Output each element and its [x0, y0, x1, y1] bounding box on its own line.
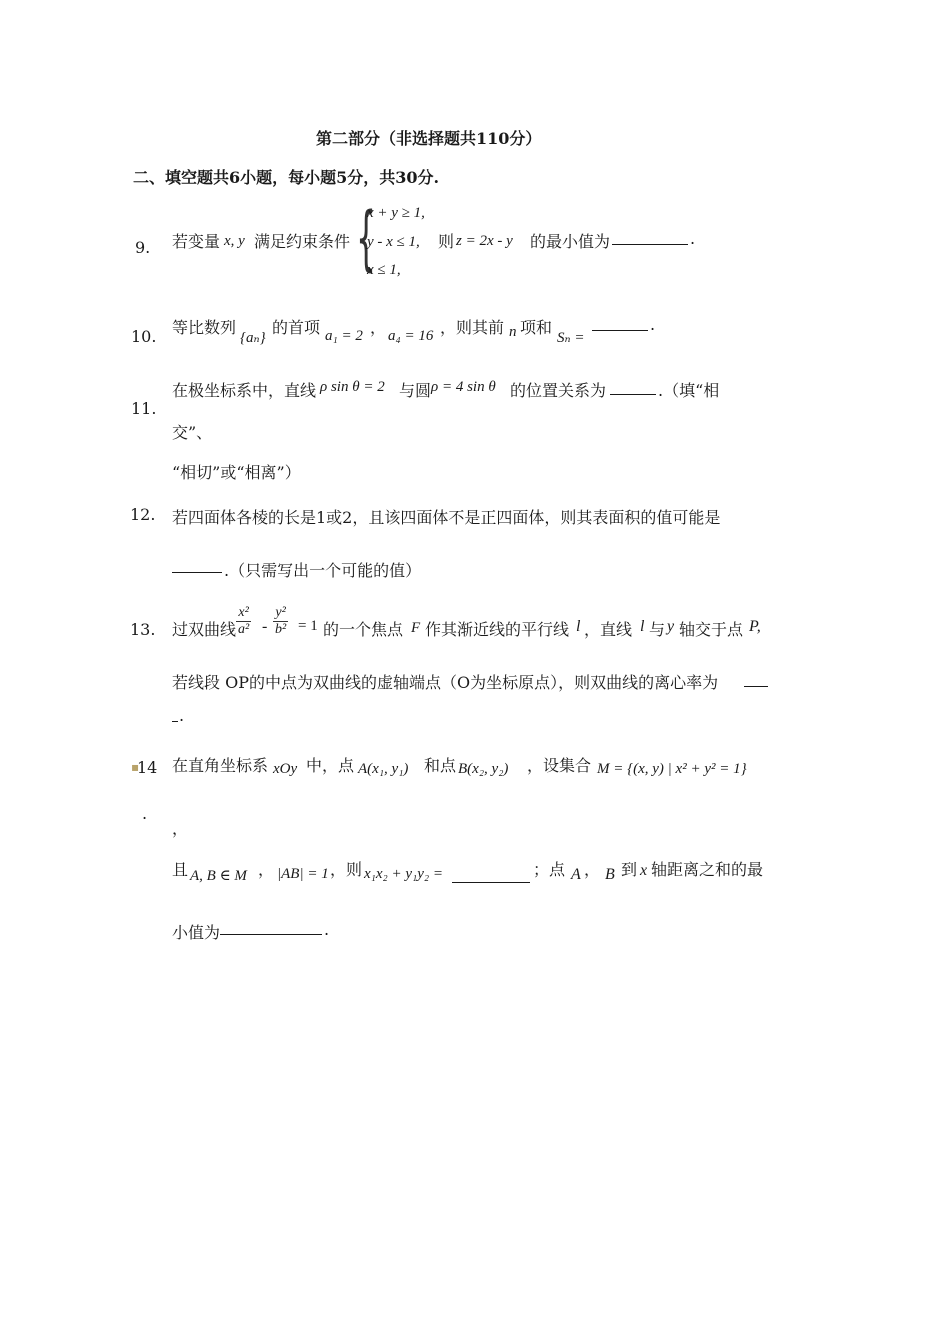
math-dot-product: x₁x₂ + y₁y₂ = [364, 866, 443, 882]
math-l: l [640, 618, 645, 635]
minus-sign: - [262, 618, 268, 635]
question-text: 若线段 OP的中点为双曲线的虚轴端点（O为坐标原点），则双曲线的离心率为 [172, 673, 719, 692]
left-brace-icon: { [356, 197, 377, 279]
math-l: l [576, 618, 581, 635]
question-text: 轴距离之和的最 [651, 860, 764, 879]
period: . [324, 920, 330, 939]
question-text: 中，点 [306, 756, 355, 775]
separator: ， [370, 318, 387, 337]
answer-blank [172, 558, 222, 573]
question-text: 作其渐近线的平行线 [425, 620, 570, 639]
question-text: 到 [621, 860, 638, 879]
constraint-1: x + y ≥ 1, [367, 205, 425, 221]
math-xoy: xOy [273, 761, 298, 777]
question-number: 14 [137, 758, 158, 777]
math-sum: Sₙ = [557, 330, 585, 346]
question-number: 9. [135, 238, 151, 257]
math-P: P, [749, 618, 761, 635]
answer-blank [744, 672, 768, 687]
answer-blank [612, 230, 688, 245]
math-vars: x, y [224, 233, 245, 249]
question-text: 满足约束条件 [254, 232, 351, 251]
question-text: 的首项 [272, 318, 321, 337]
question-text: .（只需写出一个可能的值） [224, 561, 422, 580]
question-text: 的最小值为 [530, 232, 611, 251]
answer-blank [220, 920, 322, 935]
numerator: x² [236, 605, 251, 622]
math-fourth-term: a₄ = 16 [388, 328, 434, 344]
answer-blank-continued [172, 707, 178, 722]
math-first-term: a₁ = 2 [325, 328, 363, 344]
question-number: 12. [130, 505, 156, 524]
question-text: ，则其前 [440, 318, 505, 337]
math-condition-1: A, B ∈ M [190, 868, 247, 884]
question-text: 在直角坐标系 [172, 756, 269, 775]
math-x: x [640, 862, 648, 879]
numerator: y² [273, 605, 288, 622]
question-text: 的位置关系为 [510, 381, 607, 400]
question-text: 交”、 [172, 423, 213, 442]
question-text: 小值为 [172, 923, 221, 942]
question-text: “相切”或“相离”） [172, 463, 301, 482]
math-condition-2: |AB| = 1 [277, 866, 329, 882]
question-text: .（填“相 [658, 381, 720, 400]
question-text: ；点 [533, 860, 566, 879]
part-title: 第二部分（非选择题共110分） [316, 129, 542, 148]
section-heading: 二、填空题共6小题，每小题5分，共30分. [133, 168, 440, 187]
fraction-x [236, 605, 251, 638]
math-line-equation: ρ sin θ = 2 [320, 379, 385, 395]
fraction-y [273, 605, 288, 638]
question-text: 且 [172, 860, 189, 879]
separator: ， [258, 860, 275, 879]
question-text: 轴交于点 [679, 620, 744, 639]
math-B: B [605, 866, 615, 883]
math-point-B: B(x₂, y₂) [458, 761, 509, 777]
math-circle-equation: ρ = 4 sin θ [431, 379, 496, 395]
question-text: 的一个焦点 [323, 620, 404, 639]
question-text: 若四面体各棱的长是1或2，且该四面体不是正四面体，则其表面积的值可能是 [172, 508, 721, 527]
question-text: 等比数列 [172, 318, 237, 337]
question-number: 10. [131, 327, 157, 346]
answer-blank [452, 868, 530, 883]
question-text: 在极坐标系中，直线 [172, 381, 317, 400]
question-text: ，直线 [584, 620, 633, 639]
speck-icon: ▪ [131, 760, 140, 774]
comma: ， [172, 819, 189, 838]
answer-blank [592, 316, 648, 331]
question-text: 和点 [424, 756, 457, 775]
question-text: 项和 [520, 318, 553, 337]
separator: ， [584, 860, 601, 879]
question-number: 11. [131, 399, 157, 418]
period: . [650, 315, 656, 334]
math-A: A [571, 866, 581, 883]
period: . [690, 229, 696, 248]
math-point-A: A(x₁, y₁) [358, 761, 409, 777]
constraint-3: x ≤ 1, [367, 262, 401, 278]
question-text: 过双曲线 [172, 620, 237, 639]
question-text: ，则 [330, 860, 363, 879]
answer-blank [610, 380, 656, 395]
question-text: 则 [438, 232, 455, 251]
math-F: F [411, 620, 421, 636]
question-text: 若变量 [172, 232, 221, 251]
period: . [179, 706, 185, 725]
equals-one: = 1 [298, 618, 318, 634]
math-y: y [667, 618, 675, 635]
question-text: 与 [649, 620, 666, 639]
question-text: 与圆 [399, 381, 432, 400]
math-sequence: {aₙ} [240, 330, 266, 346]
math-n: n [509, 324, 517, 340]
denominator: b² [275, 622, 287, 637]
denominator: a² [238, 622, 250, 637]
question-text: ，设集合 [527, 756, 592, 775]
math-expression: z = 2x - y [456, 233, 513, 249]
question-number-dot: . [142, 804, 148, 823]
math-set-M: M = {(x, y) | x² + y² = 1} [597, 761, 747, 777]
constraint-2: y - x ≤ 1, [367, 234, 420, 250]
question-number: 13. [130, 620, 156, 639]
